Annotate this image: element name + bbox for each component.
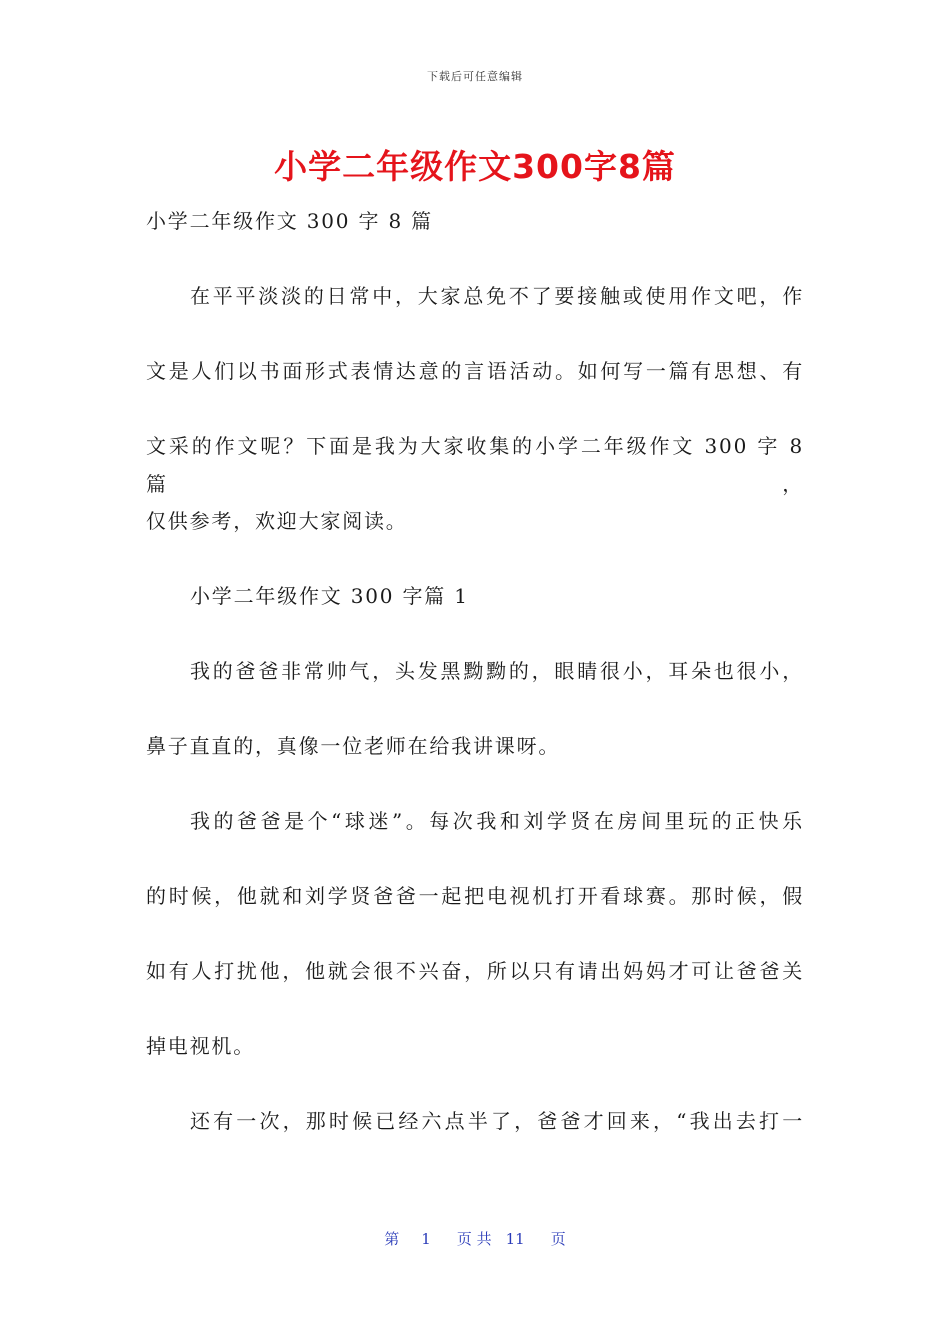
paragraph-line: 我的爸爸非常帅气，头发黑黝黝的，眼睛很小，耳朵也很小， <box>190 659 804 683</box>
subtitle-line: 小学二年级作文 300 字 8 篇 <box>146 209 433 233</box>
footer-page-mid: 页 共 <box>456 1230 492 1248</box>
paragraph-line: 我的爸爸是个“球迷”。每次我和刘学贤在房间里玩的正快乐 <box>190 809 804 833</box>
footer-page-prefix: 第 <box>384 1230 400 1248</box>
paragraph-line: 仅供参考，欢迎大家阅读。 <box>146 509 408 533</box>
paragraph-line: 的时候，他就和刘学贤爸爸一起把电视机打开看球赛。那时候，假 <box>146 884 804 908</box>
paragraph-line: 鼻子直直的，真像一位老师在给我讲课呀。 <box>146 734 561 758</box>
header-note: 下载后可任意编辑 <box>427 70 523 83</box>
page-footer <box>0 1228 950 1249</box>
footer-total-pages: 11 <box>505 1230 525 1248</box>
paragraph-line: 如有人打扰他，他就会很不兴奋，所以只有请出妈妈才可让爸爸关 <box>146 959 804 983</box>
document-body <box>146 203 804 1141</box>
footer-page-number: 1 <box>421 1230 431 1248</box>
paragraph-line: 还有一次，那时候已经六点半了，爸爸才回来，“我出去打一 <box>190 1109 804 1133</box>
document-title: 小学二年级作文300字8篇 <box>274 147 676 186</box>
footer-page-suffix: 页 <box>550 1230 566 1248</box>
paragraph-line: 文采的作文呢？下面是我为大家收集的小学二年级作文 300 字 8 篇， <box>146 434 804 496</box>
paragraph-line: 文是人们以书面形式表情达意的言语活动。如何写一篇有思想、有 <box>146 359 804 383</box>
paragraph-line: 在平平淡淡的日常中，大家总免不了要接触或使用作文吧，作 <box>190 284 804 308</box>
paragraph-line: 掉电视机。 <box>146 1034 255 1058</box>
section-heading: 小学二年级作文 300 字篇 1 <box>190 584 469 608</box>
